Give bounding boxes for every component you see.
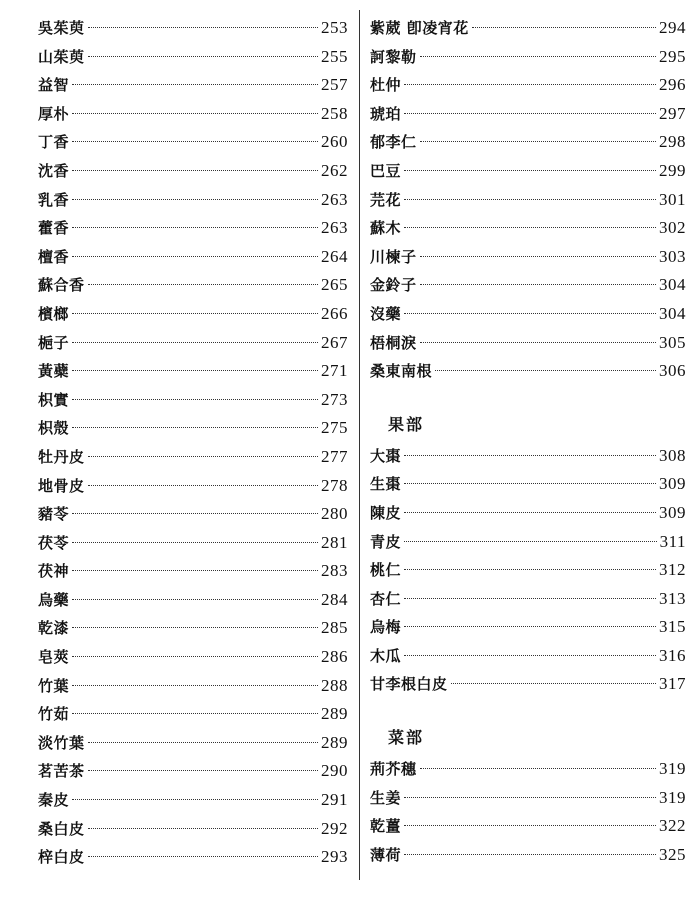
entry-page-number: 255 (321, 46, 348, 66)
entry-page-number: 292 (321, 818, 348, 838)
section-gap (370, 699, 686, 721)
entry-name: 蘇合香 (38, 276, 85, 295)
index-entry (370, 186, 686, 215)
entry-page-number: 325 (659, 844, 686, 864)
dot-leader (88, 856, 318, 857)
dot-leader (404, 626, 656, 627)
dot-leader (404, 797, 656, 798)
entry-page-number: 304 (659, 275, 686, 295)
dot-leader (88, 770, 318, 771)
entry-name: 檀香 (38, 247, 70, 266)
index-entry (370, 556, 686, 585)
entry-name: 丁香 (38, 133, 70, 152)
entry-page-number: 273 (321, 389, 348, 409)
entry-page-number: 280 (321, 504, 348, 524)
entry-page-number: 278 (321, 475, 348, 495)
dot-leader (404, 825, 656, 826)
section-gap (370, 386, 686, 408)
dot-leader (72, 627, 318, 628)
entry-name: 梓白皮 (38, 848, 85, 867)
index-entry (38, 500, 348, 529)
entry-page-number: 286 (321, 647, 348, 667)
entry-page-number: 319 (659, 787, 686, 807)
dot-leader (404, 227, 656, 228)
dot-leader (72, 799, 318, 800)
entry-name: 秦皮 (38, 791, 70, 810)
index-entry (370, 812, 686, 841)
entry-page-number: 303 (659, 246, 686, 266)
entry-name: 茗苦茶 (38, 762, 85, 781)
dot-leader (404, 512, 656, 513)
entry-name: 杏仁 (370, 589, 402, 608)
index-entry (38, 386, 348, 415)
index-entry (38, 128, 348, 157)
entry-page-number: 283 (321, 561, 348, 581)
entry-name: 皂莢 (38, 648, 70, 667)
dot-leader (472, 27, 656, 28)
index-entry (370, 71, 686, 100)
dot-leader (420, 56, 656, 57)
entry-page-number: 257 (321, 75, 348, 95)
index-entry (38, 186, 348, 215)
dot-leader (435, 370, 656, 371)
index-entry (370, 470, 686, 499)
entry-name: 竹葉 (38, 676, 70, 695)
entry-page-number: 260 (321, 132, 348, 152)
index-entry (38, 357, 348, 386)
index-entry (370, 128, 686, 157)
index-entry (370, 157, 686, 186)
index-entry (38, 786, 348, 815)
entry-name: 生棗 (370, 475, 402, 494)
index-entry (38, 643, 348, 672)
entry-page-number: 305 (659, 332, 686, 352)
dot-leader (404, 541, 657, 542)
index-entry (370, 499, 686, 528)
index-entry (370, 784, 686, 813)
entry-page-number: 315 (659, 617, 686, 637)
index-entry (370, 670, 686, 699)
index-entry (38, 843, 348, 872)
entry-name: 金鈴子 (370, 276, 417, 295)
entry-name: 川楝子 (370, 247, 417, 266)
index-entry (370, 585, 686, 614)
dot-leader (420, 768, 656, 769)
entry-name: 梔子 (38, 333, 70, 352)
dot-leader (404, 483, 656, 484)
entry-name: 乾薑 (370, 817, 402, 836)
index-entry (370, 442, 686, 471)
vegetable-entry-list (370, 755, 686, 869)
dot-leader (72, 170, 318, 171)
index-entry (38, 214, 348, 243)
dot-leader (420, 256, 656, 257)
entry-page-number: 302 (659, 218, 686, 238)
entry-page-number: 267 (321, 332, 348, 352)
index-entry (370, 43, 686, 72)
dot-leader (72, 256, 318, 257)
index-entry (370, 357, 686, 386)
dot-leader (72, 656, 318, 657)
index-entry (38, 443, 348, 472)
index-entry (38, 586, 348, 615)
index-entry (370, 243, 686, 272)
dot-leader (72, 399, 318, 400)
left-entry-list (38, 14, 348, 872)
index-entry (38, 414, 348, 443)
entry-name: 芫花 (370, 190, 402, 209)
dot-leader (420, 141, 656, 142)
entry-name: 桑白皮 (38, 819, 85, 838)
index-entry (370, 14, 686, 43)
dot-leader (404, 313, 656, 314)
entry-name: 吳茱萸 (38, 19, 85, 37)
fruit-entry-list (370, 442, 686, 699)
dot-leader (72, 570, 318, 571)
dot-leader (404, 598, 656, 599)
index-entry (370, 214, 686, 243)
entry-page-number: 264 (321, 246, 348, 266)
entry-name: 郁李仁 (370, 133, 417, 152)
dot-leader (72, 542, 318, 543)
entry-name: 木瓜 (370, 646, 402, 665)
index-entry (38, 815, 348, 844)
entry-name: 茯神 (38, 562, 70, 581)
entry-name: 陳皮 (370, 503, 402, 522)
entry-page-number: 322 (659, 816, 686, 836)
entry-page-number: 293 (321, 847, 348, 867)
entry-name: 牡丹皮 (38, 447, 85, 466)
index-entry (370, 300, 686, 329)
dot-leader (72, 370, 318, 371)
entry-page-number: 258 (321, 103, 348, 123)
index-entry (370, 528, 686, 557)
entry-page-number: 298 (659, 132, 686, 152)
column-divider (359, 10, 360, 880)
index-entry (38, 243, 348, 272)
dot-leader (72, 84, 318, 85)
entry-name: 桃仁 (370, 561, 402, 580)
entry-page-number: 316 (659, 645, 686, 665)
left-column (38, 14, 348, 872)
index-entry (38, 300, 348, 329)
entry-page-number: 289 (321, 704, 348, 724)
entry-page-number: 313 (659, 588, 686, 608)
entry-name: 黃蘗 (38, 362, 70, 381)
entry-name: 大棗 (370, 446, 402, 465)
index-entry (38, 672, 348, 701)
dot-leader (72, 113, 318, 114)
dot-leader (404, 84, 656, 85)
index-entry (38, 100, 348, 129)
entry-page-number: 291 (321, 790, 348, 810)
index-entry (38, 43, 348, 72)
entry-name: 地骨皮 (38, 476, 85, 495)
entry-name: 甘李根白皮 (370, 675, 448, 694)
entry-page-number: 262 (321, 160, 348, 180)
entry-name: 蘇木 (370, 219, 402, 238)
index-entry (38, 529, 348, 558)
dot-leader (72, 685, 318, 686)
dot-leader (88, 56, 318, 57)
entry-page-number: 263 (321, 218, 348, 238)
index-entry (38, 157, 348, 186)
entry-name: 桑東南根 (370, 362, 433, 381)
entry-name: 薄荷 (370, 845, 402, 864)
entry-page-number: 308 (659, 445, 686, 465)
entry-page-number: 296 (659, 75, 686, 95)
entry-page-number: 285 (321, 618, 348, 638)
entry-page-number: 288 (321, 675, 348, 695)
entry-name: 檳榔 (38, 304, 70, 323)
dot-leader (404, 113, 656, 114)
entry-page-number: 317 (659, 674, 686, 694)
entry-name: 茯苓 (38, 533, 70, 552)
entry-name: 沒藥 (370, 304, 402, 323)
dot-leader (420, 284, 656, 285)
index-entry (38, 757, 348, 786)
entry-name: 藿香 (38, 219, 70, 238)
dot-leader (88, 456, 318, 457)
entry-page-number: 319 (659, 759, 686, 779)
dot-leader (88, 27, 318, 28)
index-entry (370, 642, 686, 671)
entry-name: 沈香 (38, 161, 70, 180)
entry-page-number: 289 (321, 732, 348, 752)
dot-leader (404, 455, 656, 456)
index-entry (38, 14, 348, 43)
index-entry (38, 71, 348, 100)
entry-name: 梧桐淚 (370, 333, 417, 352)
entry-name: 巴豆 (370, 161, 402, 180)
entry-name: 烏藥 (38, 590, 70, 609)
entry-page-number: 294 (659, 18, 686, 37)
entry-name: 荊芥穗 (370, 760, 417, 779)
entry-page-number: 284 (321, 589, 348, 609)
entry-name: 乾漆 (38, 619, 70, 638)
dot-leader (72, 313, 318, 314)
entry-page-number: 312 (659, 560, 686, 580)
entry-name: 紫葳 卽凌宵花 (370, 19, 469, 37)
entry-name: 枳實 (38, 390, 70, 409)
entry-name: 乳香 (38, 190, 70, 209)
entry-page-number: 299 (659, 160, 686, 180)
index-entry (38, 700, 348, 729)
section-heading-fruit: 果部 (388, 414, 425, 434)
dot-leader (451, 683, 656, 684)
dot-leader (404, 569, 656, 570)
entry-name: 豬苓 (38, 505, 70, 524)
index-entry (370, 755, 686, 784)
index-entry (38, 329, 348, 358)
entry-page-number: 275 (321, 418, 348, 438)
entry-name: 枳殼 (38, 419, 70, 438)
entry-page-number: 311 (659, 531, 686, 551)
dot-leader (88, 742, 318, 743)
entry-name: 琥珀 (370, 104, 402, 123)
entry-name: 竹茹 (38, 705, 70, 724)
dot-leader (88, 485, 318, 486)
entry-name: 青皮 (370, 532, 402, 551)
entry-page-number: 277 (321, 446, 348, 466)
section-heading-vegetable: 菜部 (388, 728, 425, 748)
dot-leader (72, 599, 318, 600)
dot-leader (72, 141, 318, 142)
entry-page-number: 309 (659, 502, 686, 522)
index-entry (38, 271, 348, 300)
index-entry (370, 271, 686, 300)
right-entry-list (370, 14, 686, 386)
dot-leader (72, 342, 318, 343)
entry-page-number: 266 (321, 303, 348, 323)
index-entry (370, 329, 686, 358)
entry-page-number: 263 (321, 189, 348, 209)
entry-page-number: 301 (659, 189, 686, 209)
index-entry (370, 100, 686, 129)
entry-name: 杜仲 (370, 76, 402, 95)
index-entry (38, 472, 348, 501)
dot-leader (72, 427, 318, 428)
entry-name: 淡竹葉 (38, 733, 85, 752)
entry-name: 生姜 (370, 788, 402, 807)
index-entry (38, 729, 348, 758)
entry-page-number: 297 (659, 103, 686, 123)
dot-leader (420, 342, 656, 343)
entry-page-number: 295 (659, 46, 686, 66)
dot-leader (404, 170, 656, 171)
entry-page-number: 309 (659, 474, 686, 494)
right-column (370, 14, 686, 869)
index-entry (38, 614, 348, 643)
dot-leader (404, 854, 656, 855)
dot-leader (88, 284, 318, 285)
entry-page-number: 281 (321, 532, 348, 552)
dot-leader (72, 713, 318, 714)
dot-leader (72, 199, 318, 200)
dot-leader (404, 655, 656, 656)
entry-name: 益智 (38, 76, 70, 95)
dot-leader (72, 513, 318, 514)
entry-page-number: 253 (321, 18, 348, 37)
entry-name: 厚朴 (38, 104, 70, 123)
index-entry (38, 557, 348, 586)
entry-page-number: 290 (321, 761, 348, 781)
entry-page-number: 271 (321, 361, 348, 381)
entry-page-number: 306 (659, 361, 686, 381)
entry-name: 烏梅 (370, 618, 402, 637)
index-entry (370, 613, 686, 642)
entry-page-number: 265 (321, 275, 348, 295)
dot-leader (88, 828, 318, 829)
dot-leader (72, 227, 318, 228)
entry-page-number: 304 (659, 303, 686, 323)
entry-name: 訶黎勒 (370, 47, 417, 66)
dot-leader (404, 199, 656, 200)
index-entry (370, 841, 686, 870)
entry-name: 山茱萸 (38, 47, 85, 66)
